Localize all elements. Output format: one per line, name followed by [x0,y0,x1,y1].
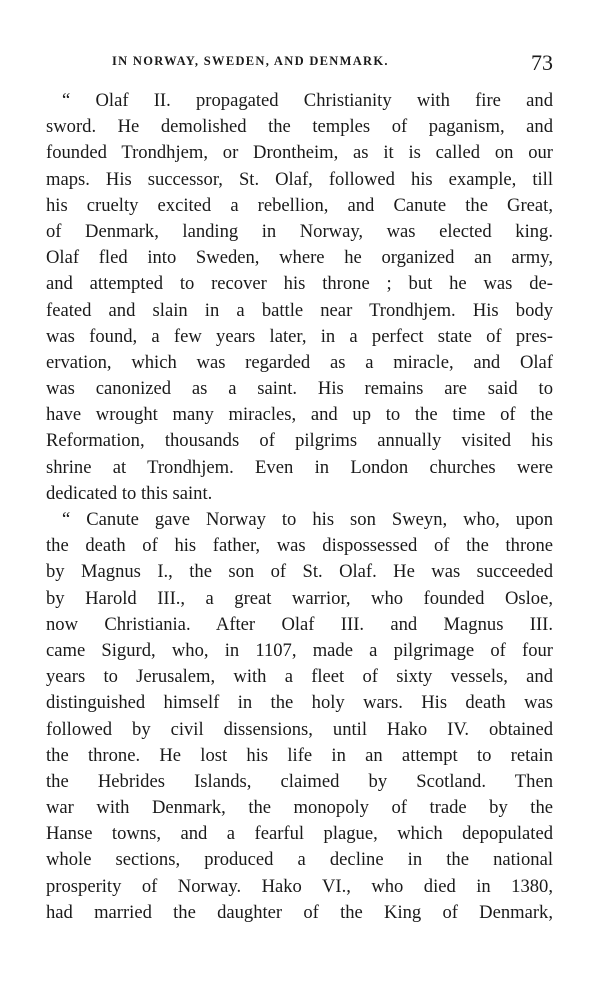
text-line: Reformation, thousands of pilgrims annually visited his [46,430,553,452]
text-line: founded Trondhjem, or Drontheim, as it is called on our [46,142,553,164]
text-line: now Christiania. After Olaf III. and Magnus III. [46,613,553,635]
text-line: by Harold III., a great warrior, who founded Osloe, [46,587,553,609]
text-line: his cruelty excited a rebellion, and Canute the Great, [46,194,553,216]
text-line: “ Olaf II. propagated Christianity with fire and [62,90,553,111]
text-line: was found, a few years later, in a perfect state of pres- [46,325,553,347]
text-line: feated and slain in a battle near Trondhjem. His body [46,299,553,321]
text-line: maps. His successor, St. Olaf, followed his example, till [46,168,553,190]
text-line: “ Canute gave Norway to his son Sweyn, who, upon [62,509,553,530]
text-line: have wrought many miracles, and up to the time of the [46,404,553,426]
text-line: dedicated to this saint. [46,482,213,504]
text-line: came Sigurd, who, in 1107, made a pilgrimage of four [46,639,553,661]
text-line: sword. He demolished the temples of paganism, and [46,116,553,138]
paragraph-canute [46,507,553,926]
text-line: followed by civil dissensions, until Hako IV. obtained [46,718,553,740]
text-line: had married the daughter of the King of Denmark, [46,901,553,923]
text-line: prosperity of Norway. Hako VI., who died in 1380, [46,875,553,897]
text-line: ervation, which was regarded as a miracle, and Olaf [46,351,553,373]
running-title: IN NORWAY, SWEDEN, AND DENMARK. [112,54,389,68]
text-line: and attempted to recover his throne ; but he was de- [46,273,553,295]
text-line: the throne. He lost his life in an attempt to retain [46,744,553,766]
running-head [48,52,553,78]
text-line: the death of his father, was dispossessed of the throne [46,535,553,557]
page-number: 73 [531,50,553,75]
body-text [46,88,553,926]
text-line: the Hebrides Islands, claimed by Scotland. Then [46,770,553,792]
text-line: distinguished himself in the holy wars. His death was [46,692,553,714]
text-line: Olaf fled into Sweden, where he organized an army, [46,247,553,269]
text-line: of Denmark, landing in Norway, was elected king. [46,220,553,242]
text-line: was canonized as a saint. His remains are said to [46,378,553,400]
text-line: whole sections, produced a decline in the national [46,849,553,871]
paragraph-olaf [46,88,553,507]
text-line: war with Denmark, the monopoly of trade by the [46,797,553,819]
text-line: Hanse towns, and a fearful plague, which depopulated [46,823,553,845]
text-line: shrine at Trondhjem. Even in London churches were [46,456,553,478]
text-line: years to Jerusalem, with a fleet of sixty vessels, and [46,666,553,688]
text-line: by Magnus I., the son of St. Olaf. He was succeeded [46,561,553,583]
